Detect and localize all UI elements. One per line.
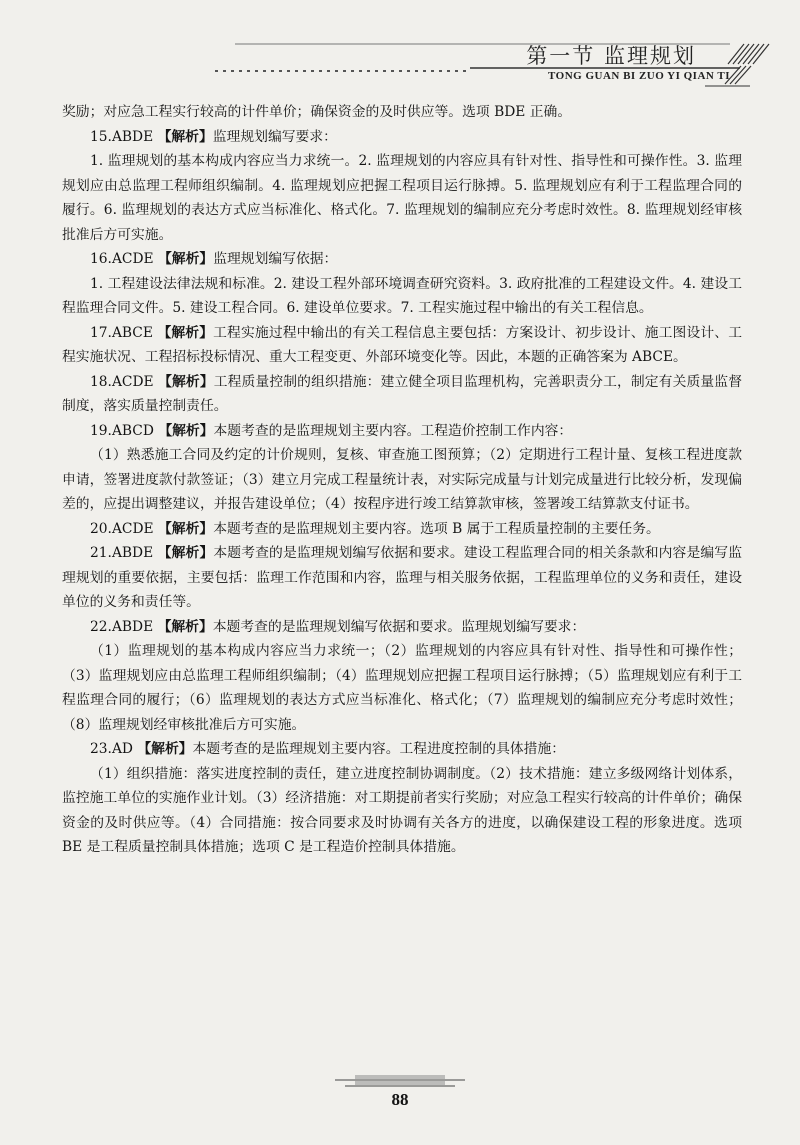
answer-17: 17.ABCE 【解析】工程实施过程中输出的有关工程信息主要包括：方案设计、初步设计、施工图设计、工程实施状况、工程招标投标情况、重大工程变更、外部环境变化等。因此，本题的正确答案为 ABCE。 <box>62 324 743 365</box>
chapter-title: 第一节 监理规划 <box>526 44 696 68</box>
answer-15: 15.ABDE 【解析】监理规划编写要求： <box>90 128 337 145</box>
answer-19: 19.ABCD 【解析】本题考查的是监理规划主要内容。工程造价控制工作内容： <box>90 422 573 439</box>
page-number: 88 <box>391 1090 409 1109</box>
explanation-16: 1. 工程建设法律法规和标准。2. 建设工程外部环境调查研究资料。3. 政府批准的工程建设文件。4. 建设工程监理合同文件。5. 建设工程合同。6. 建设单位要求。7. 工程实施过程中输出的有关工程信息。 <box>62 275 742 316</box>
answer-18: 18.ACDE 【解析】工程质量控制的组织措施：建立健全项目监理机构，完善职责分工，制定有关质量监督制度，落实质量控制责任。 <box>62 373 743 414</box>
book-series-title: TONG GUAN BI ZUO YI QIAN TI <box>548 70 730 82</box>
explanation-15: 1. 监理规划的基本构成内容应当力求统一。2. 监理规划的内容应具有针对性、指导性和可操作性。3. 监理规划应由总监理工程师组织编制。4. 监理规划应把握工程项目运行脉搏。5. 监理规划应有利于工程监理合同的履行。6. 监理规划的表达方式应当标准化、格式化。7. 监理规划的编制应充分考虑时效性。8. 监理规划经审核批准后方可实施。 <box>62 153 742 243</box>
paragraph-continuation: 奖励；对应急工程实行较高的计件单价；确保资金的及时供应等。选项 BDE 正确。 <box>62 104 572 120</box>
answer-20: 20.ACDE 【解析】本题考查的是监理规划主要内容。选项 B 属于工程质量控制的主要任务。 <box>90 520 660 537</box>
answer-22: 22.ABDE 【解析】本题考查的是监理规划编写依据和要求。监理规划编写要求： <box>90 618 586 635</box>
answer-content <box>62 100 742 860</box>
answer-21: 21.ABDE 【解析】本题考查的是监理规划编写依据和要求。建设工程监理合同的相关条款和内容是编写监理规划的重要依据，主要包括：监理工作范围和内容，监理与相关服务依据，工程监理单位的义务和责任，建设单位的义务和责任等。 <box>62 545 743 610</box>
explanation-22: （1）监理规划的基本构成内容应当力求统一；（2）监理规划的内容应具有针对性、指导性和可操作性；（3）监理规划应由总监理工程师组织编制；（4）监理规划应把握工程项目运行脉搏；（5）监理规划应有利于工程监理合同的履行；（6）监理规划的表达方式应当标准化、格式化；（7）监理规划的编制应充分考虑时效性；（8）监理规划经审核批准后方可实施。 <box>62 643 742 733</box>
answer-16: 16.ACDE 【解析】监理规划编写依据： <box>90 251 338 267</box>
explanation-19: （1）熟悉施工合同及约定的计价规则，复核、审查施工图预算；（2）定期进行工程计量、复核工程进度款申请，签署进度款付款签证；（3）建立月完成工程量统计表，对实际完成量与计划完成量进行比较分析，发现偏差的，应提出调整建议，并报告建设单位；（4）按程序进行竣工结算款审核，签署竣工结算款支付证书。 <box>62 447 742 512</box>
page-header <box>0 0 800 100</box>
explanation-23: （1）组织措施：落实进度控制的责任，建立进度控制协调制度。（2）技术措施：建立多级网络计划体系，监控施工单位的实施作业计划。（3）经济措施：对工期提前者实行奖励；对应急工程实行较高的计件单价；确保资金的及时供应等。（4）合同措施：按合同要求及时协调有关各方的进度，以确保建设工程的形象进度。选项 BE 是工程质量控制具体措施；选项 C 是工程造价控制具体措施。 <box>62 765 742 855</box>
answer-23: 23.AD 【解析】本题考查的是监理规划主要内容。工程进度控制的具体措施： <box>90 741 566 757</box>
